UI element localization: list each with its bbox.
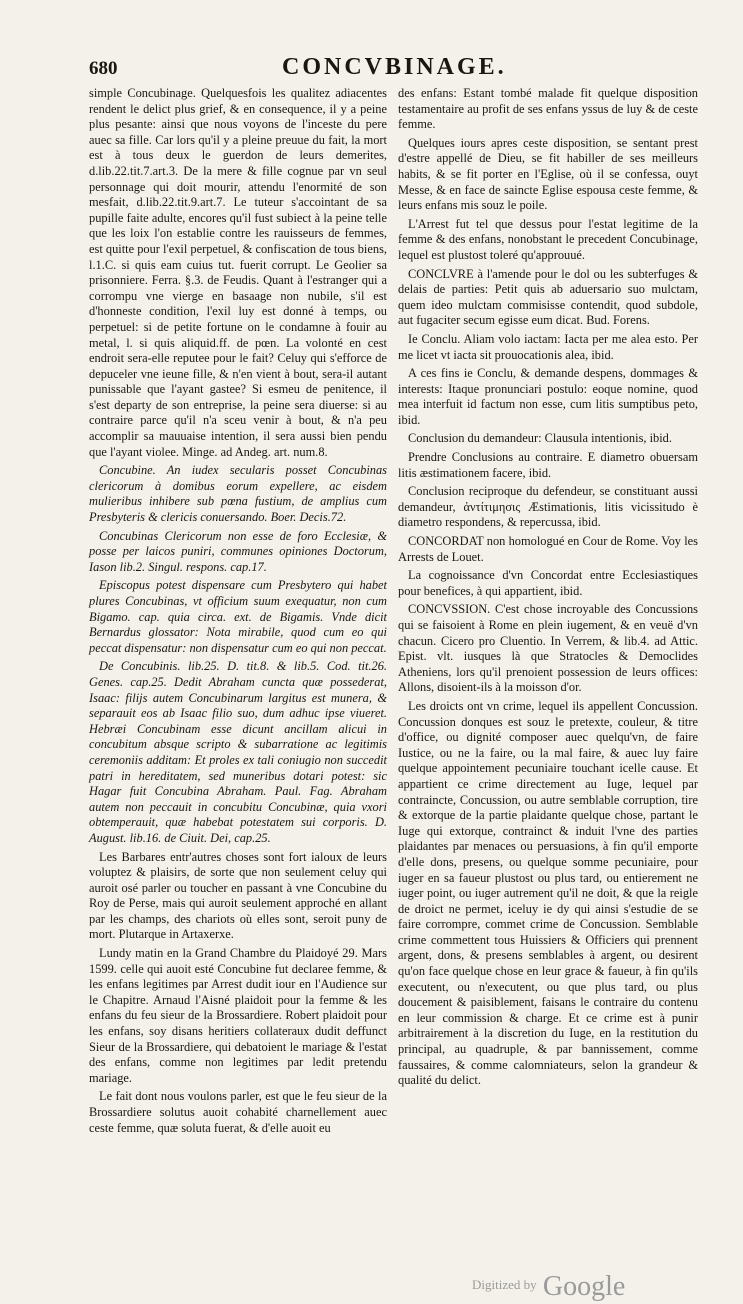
paragraph: des enfans: Estant tombé malade fit quelque disposition testamentaire au profit de ses enfans yssus de luy & de ceste femme. — [398, 86, 698, 132]
left-column — [89, 86, 387, 1139]
paragraph: Conclusion du demandeur: Clausula intentionis, ibid. — [408, 431, 672, 446]
google-logo-text: Google — [542, 1271, 626, 1302]
paragraph: CONCLVRE à l'amende pour le dol ou les subterfuges & delais de parties: Petit quis ab aduersario suo mulctam, quem ideo mulctam commisisse contendit, quod subdole, aut fugaciter secum egisse eum dicat. Bud. Forens. — [398, 266, 698, 328]
paragraph: simple Concubinage. Quelquesfois les qualitez adiacentes rendent le delict plus grief, & en consequence, il y a peine plus pesante: ainsi que nous voyons de l'inceste du pere auec sa fille. Car lors qu'il y a pleine preuue du fait, la mort est à tous deux le guerdon de leurs demerites, d.lib.22.tit.7.art.3. De la mere & fille cognue par vn seul personnage qui doit mourir, attendu l'enormité de son mesfait, d.lib.22.tit.9.art.7. Le tuteur s'accointant de sa pupille faite adulte, encores qu'il fust subiect à la peine telle que les loix l'on establie contre les rauisseurs de femmes, est quitte pour l'exil perpetuel, & confiscation de tous biens, l.1.C. si quis eam cuius tut. fuerit corrupt. Le Geolier sa prisonniere. Ferra. §.3. de Feudis. Quant à l'estranger qui a corrompu vne vierge en basaage non nubile, s'il est d'honneste condition, l'exil luy est donné à temps, ou perpetuel: si de petite fortune on le condamne à fouir au metal, l. si quis aliquid.ff. de pœn. La volonté en cest endroit sera-elle reputee pour le fait? Celuy qui s'efforce de depuceler vne ieune fille, & n'en vient à bout, sera-il autant punissable que l'ayant gastee? Si esmeu de penitence, il s'est departy de son entreprise, la peine sera diuerse: si au contraire parce qu'il n'a sceu venir à bout, & n'a peu accomplir sa mauuaise intention, il sera aussi bien pendu que l'ayant violee. Minge. ad Andeg. art. num.8. — [89, 86, 387, 459]
paragraph: A ces fins ie Conclu, & demande despens, dommages & interests: Itaque pronunciari postulo: eoque nomine, quod mea interfuit id factum non esse, cum litis sumptibus peto, ibid. — [398, 366, 698, 427]
page-number: 680 — [89, 58, 118, 79]
paragraph: Le fait dont nous voulons parler, est que le feu sieur de la Brossardiere solutus auoit cohabité charnellement auec ceste femme, quæ soluta fuerat, & d'elle auoit eu — [89, 1089, 387, 1135]
paragraph: De Concubinis. lib.25. D. tit.8. & lib.5. Cod. tit.26. Genes. cap.25. Dedit Abraham cuncta quæ possederat, Isaac: filijs autem Concubinarum largitus est munera, & separauit eos ab Isaac filio suo, dum adhuc ipse viueret. Hebræi Concubinam esse dicunt ancillam alicui in concubitum absque scripto & subarratione ac legitimis ceremoniis additam: Et proles ex tali coniugio non succedit patri in hereditatem, sed muneribus dotari potest: sic Hagar fuit Concubina Abraham. Paul. Fag. Abraham autem non peccauit in concubitu Concubinæ, quia vxori obtemperauit, quæ habebat potestatem sui corporis. D. August. lib.16. de Ciuit. Dei, cap.25. — [89, 659, 387, 845]
paragraph: Prendre Conclusions au contraire. E diametro obuersam litis æstimationem facere, ibid. — [398, 450, 698, 480]
paragraph: Les Barbares entr'autres choses sont fort ialoux de leurs voluptez & plaisirs, de sorte que non seulement celuy qui auroit osé parler ou toucher en passant à vne Concubine du Roy de Perse, mais qui auroit seulement approché en allant par les champs, des chariots où elles sont, seroit puny de mort. Plutarque in Artaxerxe. — [89, 849, 387, 942]
watermark-prefix: Digitized by — [472, 1277, 537, 1292]
paragraph: Quelques iours apres ceste disposition, se sentant prest d'estre appellé de Dieu, se fit habiller de ses meilleurs habits, & se fit porter en l'Eglise, où il se confessa, ouyt Messe, & en face de saincte Eglise espousa ceste femme, & leurs enfans mis souz le poile. — [398, 135, 698, 213]
paragraph: Les droicts ont vn crime, lequel ils appellent Concussion. Concussion donques est souz le pretexte, couleur, & titre d'office, ou dignité composer auec quelqu'vn, de faire Iustice, ou ne la faire, ou la mal faire, & auec luy faire quelque appointement pecuniaire touchant icelle cause. Et appartient ce crime directement au Iuge, lequel par contraincte, Concussion, ou autre semblable corruption, tire & extorque de la partie plaidante quelque chose, partant le Iuge qui extorque, contrainct & induit l'vne des parties plaidantes par menaces ou persuasions, à fin qu'il emporte d'elle dons, presens, ou quelque somme pecuniaire, pour iuger en sa faueur plustost ou plus tard, ou entierement ne iuger point, ou iuger autrement qu'il ne doit, & que la reigle de droict ne permet, iceluy ie dy qui ainsi s'estudie de se faire corrompre, commet crime de Concussion. Semblable crime commettent tous Huissiers & Officiers qui prennent argent, dons, & presens semblables à argent, ou desirent qu'on face quelque chose en leur grace & faueur, à fin qu'ils executent, ou n'executent, ou que plus tard, ou plus doucement & paisiblement, faisans le contraire du contenu en leur commission & charge. Et ce crime est à punir arbitrairement à la discretion du Iuge, en la restitution du principal, au quadruple, & par bannissement, comme faussaires, & comme calomniateurs, selon la grandeur & qualité du delict. — [398, 698, 698, 1088]
running-title: CONCVBINAGE. — [282, 54, 507, 80]
paragraph: Concubine. An iudex secularis posset Concubinas clericorum à domibus eorum expellere, ac eisdem mulieribus inhibere sub pœna fustium, de amplius cum Presbyteris & clericis conuersando. Boer. Decis.72. — [89, 463, 387, 525]
paragraph: CONCVSSION. C'est chose incroyable des Concussions qui se faisoient à Rome en plein iugement, & en veuë d'vn chacun. Cicero pro Cluentio. In Verrem, & lib.4. ad Attic. Epist. vlt. iusques là que Stratocles & Democlides Atheniens, lors qu'il prenoient possession de leurs offices: Allons, disoient-ils à la moisson d'or. — [398, 602, 698, 695]
paragraph: Conclusion reciproque du defendeur, se constituant aussi demandeur, ἀντίτιμησις Æstimationis, litis vicissitudo è diametro respondens, & repercussa, ibid. — [398, 484, 698, 530]
paragraph: Concubinas Clericorum non esse de foro Ecclesiæ, & posse per laicos puniri, communes opiniones Doctorum, Iason lib.2. Singul. respons. cap.17. — [89, 528, 387, 574]
google-watermark — [472, 1271, 625, 1303]
paragraph: CONCORDAT non homologué en Cour de Rome. Voy les Arrests de Louet. — [398, 534, 698, 564]
paragraph: Episcopus potest dispensare cum Presbytero qui habet plures Concubinas, vt officium suum exequatur, non cum Bigamo. cap. quia circa. ext. de Bigamis. Vnde dicit Bernardus glossator: Nota mirabile, quod cum eo qui peccat dispensatur: non dispensatur cum eo qui non peccat. — [89, 578, 387, 655]
paragraph: Ie Conclu. Aliam volo iactam: Iacta per me alea esto. Per me licet vt iacta sit prouocationis alea, ibid. — [398, 331, 698, 362]
right-column — [398, 86, 698, 1092]
paragraph: La cognoissance d'vn Concordat entre Ecclesiastiques pour benefices, à qui appartient, ibid. — [398, 568, 698, 598]
paragraph: L'Arrest fut tel que dessus pour l'estat legitime de la femme & des enfans, nonobstant le precedent Concubinage, lequel est plustost toleré qu'approuué. — [398, 216, 698, 262]
paragraph: Lundy matin en la Grand Chambre du Plaidoyé 29. Mars 1599. celle qui auoit esté Concubine fut declaree femme, & les enfans legitimes par Arrest dudit iour en l'Audience sur le Chapitre. Arnaud l'Aisné plaidoit pour la femme & les enfans du feu sieur de la Brossardiere. Robert plaidoit pour les enfans, soy disans heritiers collateraux dudit deffunct Sieur de la Brossardiere, qui debatoient le mariage & l'estat des enfans, comme non legitimes par ledit pretendu mariage. — [89, 946, 387, 1085]
